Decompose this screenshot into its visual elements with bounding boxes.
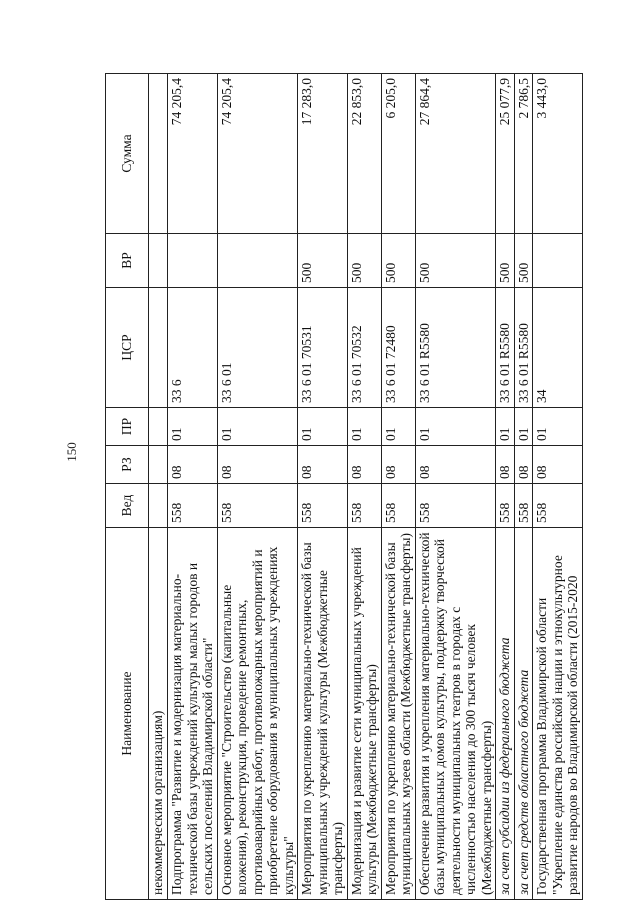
table-row [533,74,583,900]
row-sum: 6 205,0 [381,74,415,234]
table-row [217,74,298,900]
row-vr: 500 [514,234,533,288]
header-csr: ЦСР [106,288,149,408]
row-vr: 500 [381,234,415,288]
header-pr: ПР [106,408,149,446]
row-ved: 558 [217,484,298,528]
row-csr: 33 6 01 70531 [298,288,348,408]
row-pr: 01 [533,408,583,446]
row-name: Государственная программа Владимирской области "Укрепление единства российской нации и этнокультурное развитие народов во Владимирской области (2015-2020 [533,528,583,900]
row-csr: 33 6 01 70532 [347,288,381,408]
row-sum: 3 443,0 [533,74,583,234]
row-rz: 08 [381,446,415,484]
row-csr: 33 6 01 R5580 [415,288,496,408]
row-pr: 01 [217,408,298,446]
row-pr: 01 [415,408,496,446]
row-vr [217,234,298,288]
row-name: Мероприятия по укреплению материально-технической базы муниципальных учреждений культуры (Межбюджетные трансферты) [298,528,348,900]
row-pr: 01 [347,408,381,446]
row-rz: 08 [496,446,515,484]
table-row [496,74,515,900]
row-vr: 500 [298,234,348,288]
row-csr: 33 6 01 R5580 [496,288,515,408]
row-ved: 558 [168,484,218,528]
row-rz: 08 [347,446,381,484]
header-sum: Сумма [106,74,149,234]
header-ved: Вед [106,484,149,528]
row-name: Мероприятия по укреплению материально-технической базы муниципальных музеев области (Межбюджетные трансферты) [381,528,415,900]
table-row [415,74,496,900]
row-pr: 01 [496,408,515,446]
row-name: Основное мероприятие "Строительство (капитальные вложения), реконструкция, проведение ремонтных, противоаварийных работ, противопожарных мероприятий и приобретение оборудования в муниципальных учреждениях культуры" [217,528,298,900]
table-viewport [105,65,625,900]
row-name: за счет средств областного бюджета [514,528,533,900]
row-sum: 17 283,0 [298,74,348,234]
row-rz: 08 [168,446,218,484]
continuation-text: некоммерческим организациям) [149,528,168,900]
row-ved: 558 [514,484,533,528]
header-row [106,74,149,900]
row-name: Модернизация и развитие сети муниципальных учреждений культуры (Межбюджетные трансферты) [347,528,381,900]
row-csr: 33 6 01 R5580 [514,288,533,408]
row-csr: 33 6 01 72480 [381,288,415,408]
row-ved: 558 [347,484,381,528]
page-number: 150 [64,442,79,462]
row-rz: 08 [533,446,583,484]
row-vr [533,234,583,288]
row-csr: 34 [533,288,583,408]
row-name: Подпрограмма "Развитие и модернизация материально-технической базы учреждений культуры малых городов и сельских поселений Владимирской области" [168,528,218,900]
row-rz: 08 [217,446,298,484]
budget-table [105,73,583,900]
continuation-row [149,74,168,900]
table-row [298,74,348,900]
row-vr: 500 [496,234,515,288]
row-rz: 08 [298,446,348,484]
table-row [168,74,218,900]
row-sum: 2 786,5 [514,74,533,234]
row-name: Обеспечение развития и укрепления материально-технической базы муниципальных домов культуры, поддержку творческой деятельности муниципальных театров в городах с численностью населения до 300 тысяч человек (Межбюджетные трансферты) [415,528,496,900]
row-sum: 22 853,0 [347,74,381,234]
rotated-table-container [105,65,625,900]
row-vr: 500 [415,234,496,288]
row-csr: 33 6 01 [217,288,298,408]
row-pr: 01 [514,408,533,446]
row-vr: 500 [347,234,381,288]
table-row [514,74,533,900]
row-ved: 558 [415,484,496,528]
row-vr [168,234,218,288]
header-vr: ВР [106,234,149,288]
table-row [347,74,381,900]
row-ved: 558 [298,484,348,528]
header-name: Наименование [106,528,149,900]
row-rz: 08 [514,446,533,484]
row-pr: 01 [168,408,218,446]
table-row [381,74,415,900]
row-sum: 25 077,9 [496,74,515,234]
row-ved: 558 [496,484,515,528]
row-sum: 74 205,4 [168,74,218,234]
row-ved: 558 [381,484,415,528]
row-sum: 74 205,4 [217,74,298,234]
row-pr: 01 [298,408,348,446]
row-pr: 01 [381,408,415,446]
row-name: за счет субсидии из федерального бюджета [496,528,515,900]
row-csr: 33 6 [168,288,218,408]
row-ved: 558 [533,484,583,528]
header-rz: РЗ [106,446,149,484]
row-sum: 27 864,4 [415,74,496,234]
row-rz: 08 [415,446,496,484]
